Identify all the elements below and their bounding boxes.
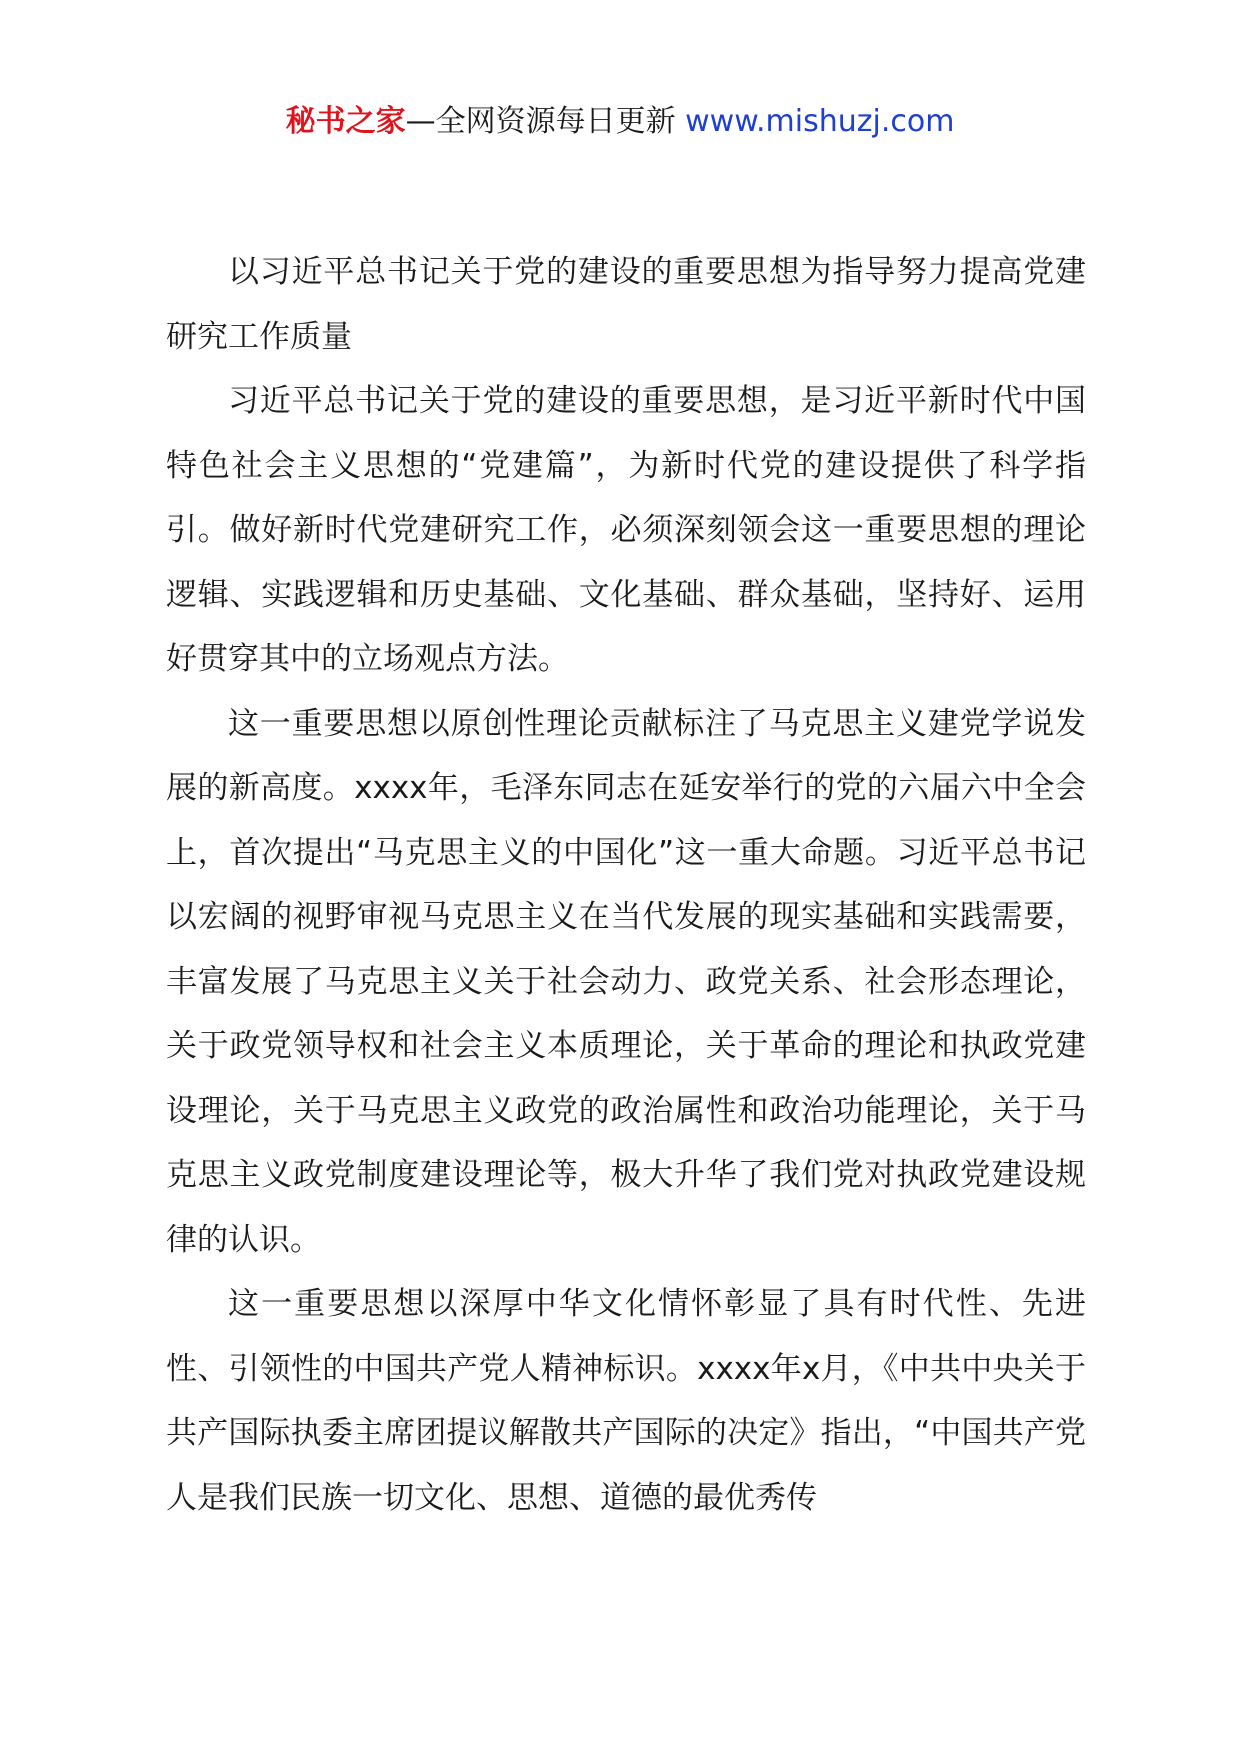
article-title: 以习近平总书记关于党的建设的重要思想为指导努力提高党建研究工作质量 [166,254,1086,355]
article-paragraph: 这一重要思想以深厚中华文化情怀彰显了具有时代性、先进性、引领性的中国共产党人精神标识。xxxx年x月，《中共中央关于共产国际执委主席团提议解散共产国际的决定》指出，“中国共产党人是我们民族一切文化、思想、道德的最优秀传 [166,1286,1086,1516]
site-url-link[interactable]: www.mishuzj.com [685,104,955,139]
article-paragraph: 这一重要思想以原创性理论贡献标注了马克思主义建党学说发展的新高度。xxxx年，毛泽东同志在延安举行的党的六届六中全会上，首次提出“马克思主义的中国化”这一重大命题。习近平总书记以宏阔的视野审视马克思主义在当代发展的现实基础和实践需要，丰富发展了马克思主义关于社会动力、政党关系、社会形态理论，关于政党领导权和社会主义本质理论，关于革命的理论和执政党建设理论，关于马克思主义政党的政治属性和政治功能理论，关于马克思主义政党制度建设理论等，极大升华了我们党对执政党建设规律的认识。 [166,705,1086,1258]
article-body [166,240,1086,1530]
article-paragraph: 习近平总书记关于党的建设的重要思想，是习近平新时代中国特色社会主义思想的“党建篇”，为新时代党的建设提供了科学指引。做好新时代党建研究工作，必须深刻领会这一重要思想的理论逻辑、实践逻辑和历史基础、文化基础、群众基础，坚持好、运用好贯穿其中的立场观点方法。 [166,383,1086,677]
site-brand: 秘书之家 [285,104,406,139]
site-header [0,102,1240,142]
site-slogan: —全网资源每日更新 [405,104,676,139]
